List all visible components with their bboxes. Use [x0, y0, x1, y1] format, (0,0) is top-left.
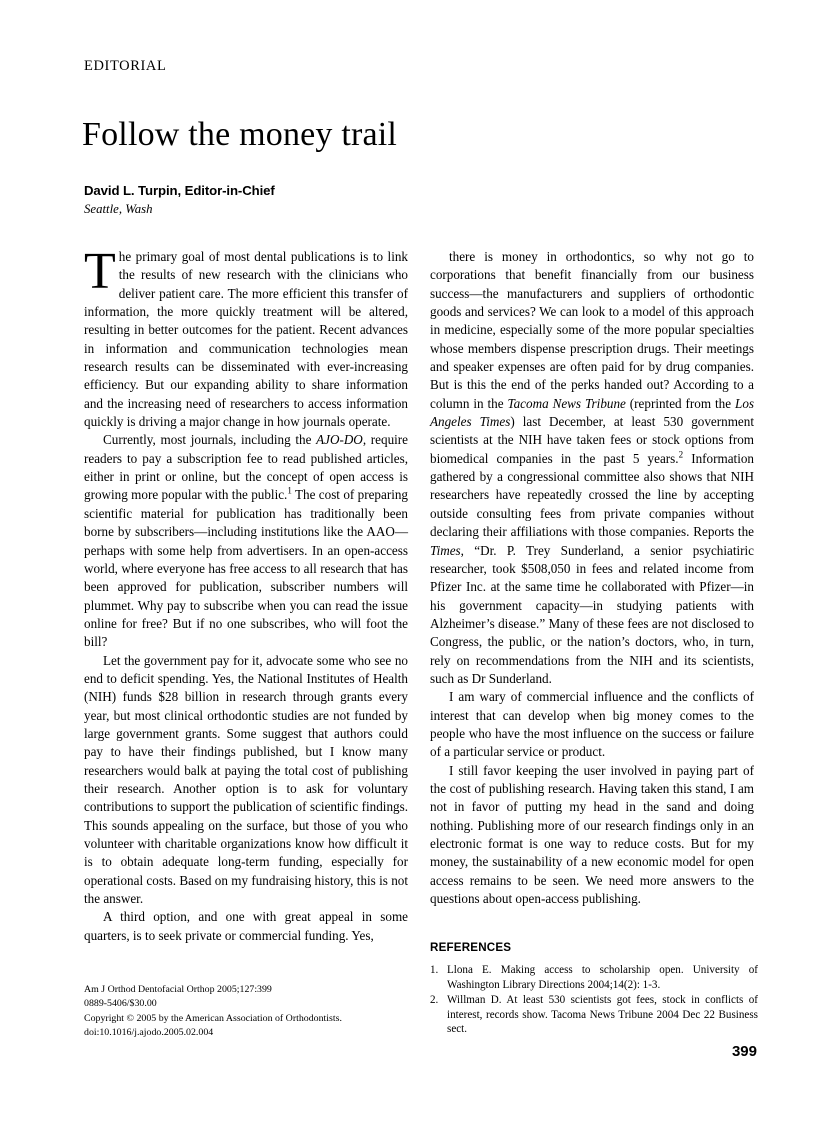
paragraph-text: there is money in orthodontics, so why not go to corporations that benefit financially from our business success—the manufacturers and suppliers of orthodontic goods and services? We can look to a model of this approach in medicine, especially some of the more popular specialties whose members dispense prescription drugs. Their meetings and speaker expenses are often paid for by drug companies. But is this the end of the perks handed out? According to a column in the — [430, 249, 754, 411]
author-byline: David L. Turpin, Editor-in-Chief — [84, 183, 275, 198]
paragraph-text: , “Dr. P. Trey Sunderland, a senior psychiatiric researcher, took $508,050 in fees and related income from Pfizer Inc. at the same time he collaborated with Pfizer—in his government capacity—in studying patients with Alzheimer’s disease.” Many of these fees are not disclosed to Congress, the public, or the nation’s doctors, who, in turn, rely on recommendations from the NIH and its scientists, such as Dr Sunderland. — [430, 542, 754, 686]
newspaper-name-italic: Los Angeles Times — [430, 395, 755, 430]
body-column-left — [84, 243, 409, 945]
reference-number: 2. — [430, 994, 439, 1007]
paragraph-text: ) last December, at least 530 government scientists at the NIH have taken fees or stock options from biomedical companies in the past 5 years. — [430, 414, 754, 466]
doi-line: doi:10.1016/j.ajodo.2005.02.004 — [84, 1026, 214, 1038]
reference-number: 1. — [430, 964, 439, 976]
footnote-marker-2: 2 — [678, 449, 684, 460]
paragraph-text: , require readers to pay a subscription fee to read published articles, either in print or online, but the concept of open access is growing more popular with the public. — [84, 432, 408, 503]
references-heading: REFERENCES — [430, 941, 512, 954]
paragraph-text: The cost of preparing scientific material for publication has traditionally been borne by subscribers—including institutions like the AAO—perhaps with some help from advertisers. In an open-access world, where everyone has free access to all research that has been approved for publication, subscriber numbers will plummet. Why pay to subscribe when you can read the issue online for free? But if no one subscribes, who will foot the bill? — [84, 487, 409, 650]
footnote-marker-1: 1 — [287, 486, 292, 497]
references-section — [430, 941, 758, 1038]
journal-abbrev-italic: AJO-DO — [316, 432, 363, 448]
author-location: Seattle, Wash — [84, 202, 153, 216]
paragraph-text: (reprinted from the — [625, 395, 736, 411]
reference-text: Willman D. At least 530 scientists got fees, stock in conflicts of interest, records show. Tacoma News Tribune 2004 Dec 22 Business sect. — [447, 994, 758, 1036]
paragraph — [84, 431, 408, 651]
paragraph-text: Information gathered by a congressional committee also shows that NIH researchers have repeatedly crossed the line by accepting outside consulting fees from private companies without declaring their affiliations with those companies. Reports the — [430, 450, 754, 540]
issn-line: 0889-5406/$30.00 — [84, 998, 157, 1010]
citation-line: Am J Orthod Dentofacial Orthop 2005;127:399 — [84, 984, 272, 995]
newspaper-name-italic: Times — [430, 542, 461, 558]
reference-item — [430, 963, 758, 992]
section-label: EDITORIAL — [84, 58, 167, 74]
copyright-line: Copyright © 2005 by the American Association of Orthodontists. — [84, 1012, 342, 1024]
citation-footer — [84, 983, 414, 1040]
paragraph: Let the government pay for it, advocate some who see no end to deficit spending. Yes, the National Institutes of Health (NIH) funds $28 billion in research through grants every year, but most clinical orthodontic studies are not funded by large government grants. Some suggest that authors could pay to have their findings published, but I know many researchers would balk at paying the total cost of publishing their research. Another option is to ask for voluntary contributions to support the publication of scientific findings. This sounds appealing on the surface, but those of you who volunteer with charitable organizations know how difficult it is to obtain adequate long-term funding, especially for operational costs. Based on my fundraising history, this is not the answer. — [84, 652, 408, 907]
reference-text: Llona E. Making access to scholarship open. University of Washington Library Directions 2004;14(2): 1-3. — [447, 964, 758, 991]
paragraph: I am wary of commercial influence and the conflicts of interest that can develop when big money comes to the people who have the most influence on the success or failure of a particular service or product. — [430, 689, 754, 760]
paragraph: I still favor keeping the user involved in paying part of the cost of publishing research. Having taken this stand, I am not in favor of putting my head in the sand and doing nothing. Publishing more of our research findings only in an electronic format is one way to reduce costs. But for my money, the sustainability of a new economic model for open access remains to be seen. We need more answers to the questions about open-access publishing. — [430, 762, 754, 907]
newspaper-name-italic: Tacoma News Tribune — [507, 395, 626, 411]
page-number: 399 — [731, 1043, 757, 1060]
paragraph — [430, 248, 754, 688]
page-title: Follow the money trail — [82, 116, 398, 153]
paragraph-text: Currently, most journals, including the — [103, 432, 317, 448]
reference-item — [430, 993, 758, 1037]
paragraph: A third option, and one with great appeal in some quarters, is to seek private or commercial funding. Yes, — [84, 909, 408, 943]
body-column-right — [430, 248, 754, 908]
paragraph: The primary goal of most dental publications is to link the results of new research with the clinicians who deliver patient care. The more efficient this transfer of information, the more quickly treatment will be altered, resulting in better outcomes for the patient. Recent advances in information and communication technologies mean research results can be disseminated with ever-increasing efficiency. But our expanding ability to share information and the increasing need of researchers to access information quickly is driving a major change in how journals operate. — [84, 243, 408, 430]
